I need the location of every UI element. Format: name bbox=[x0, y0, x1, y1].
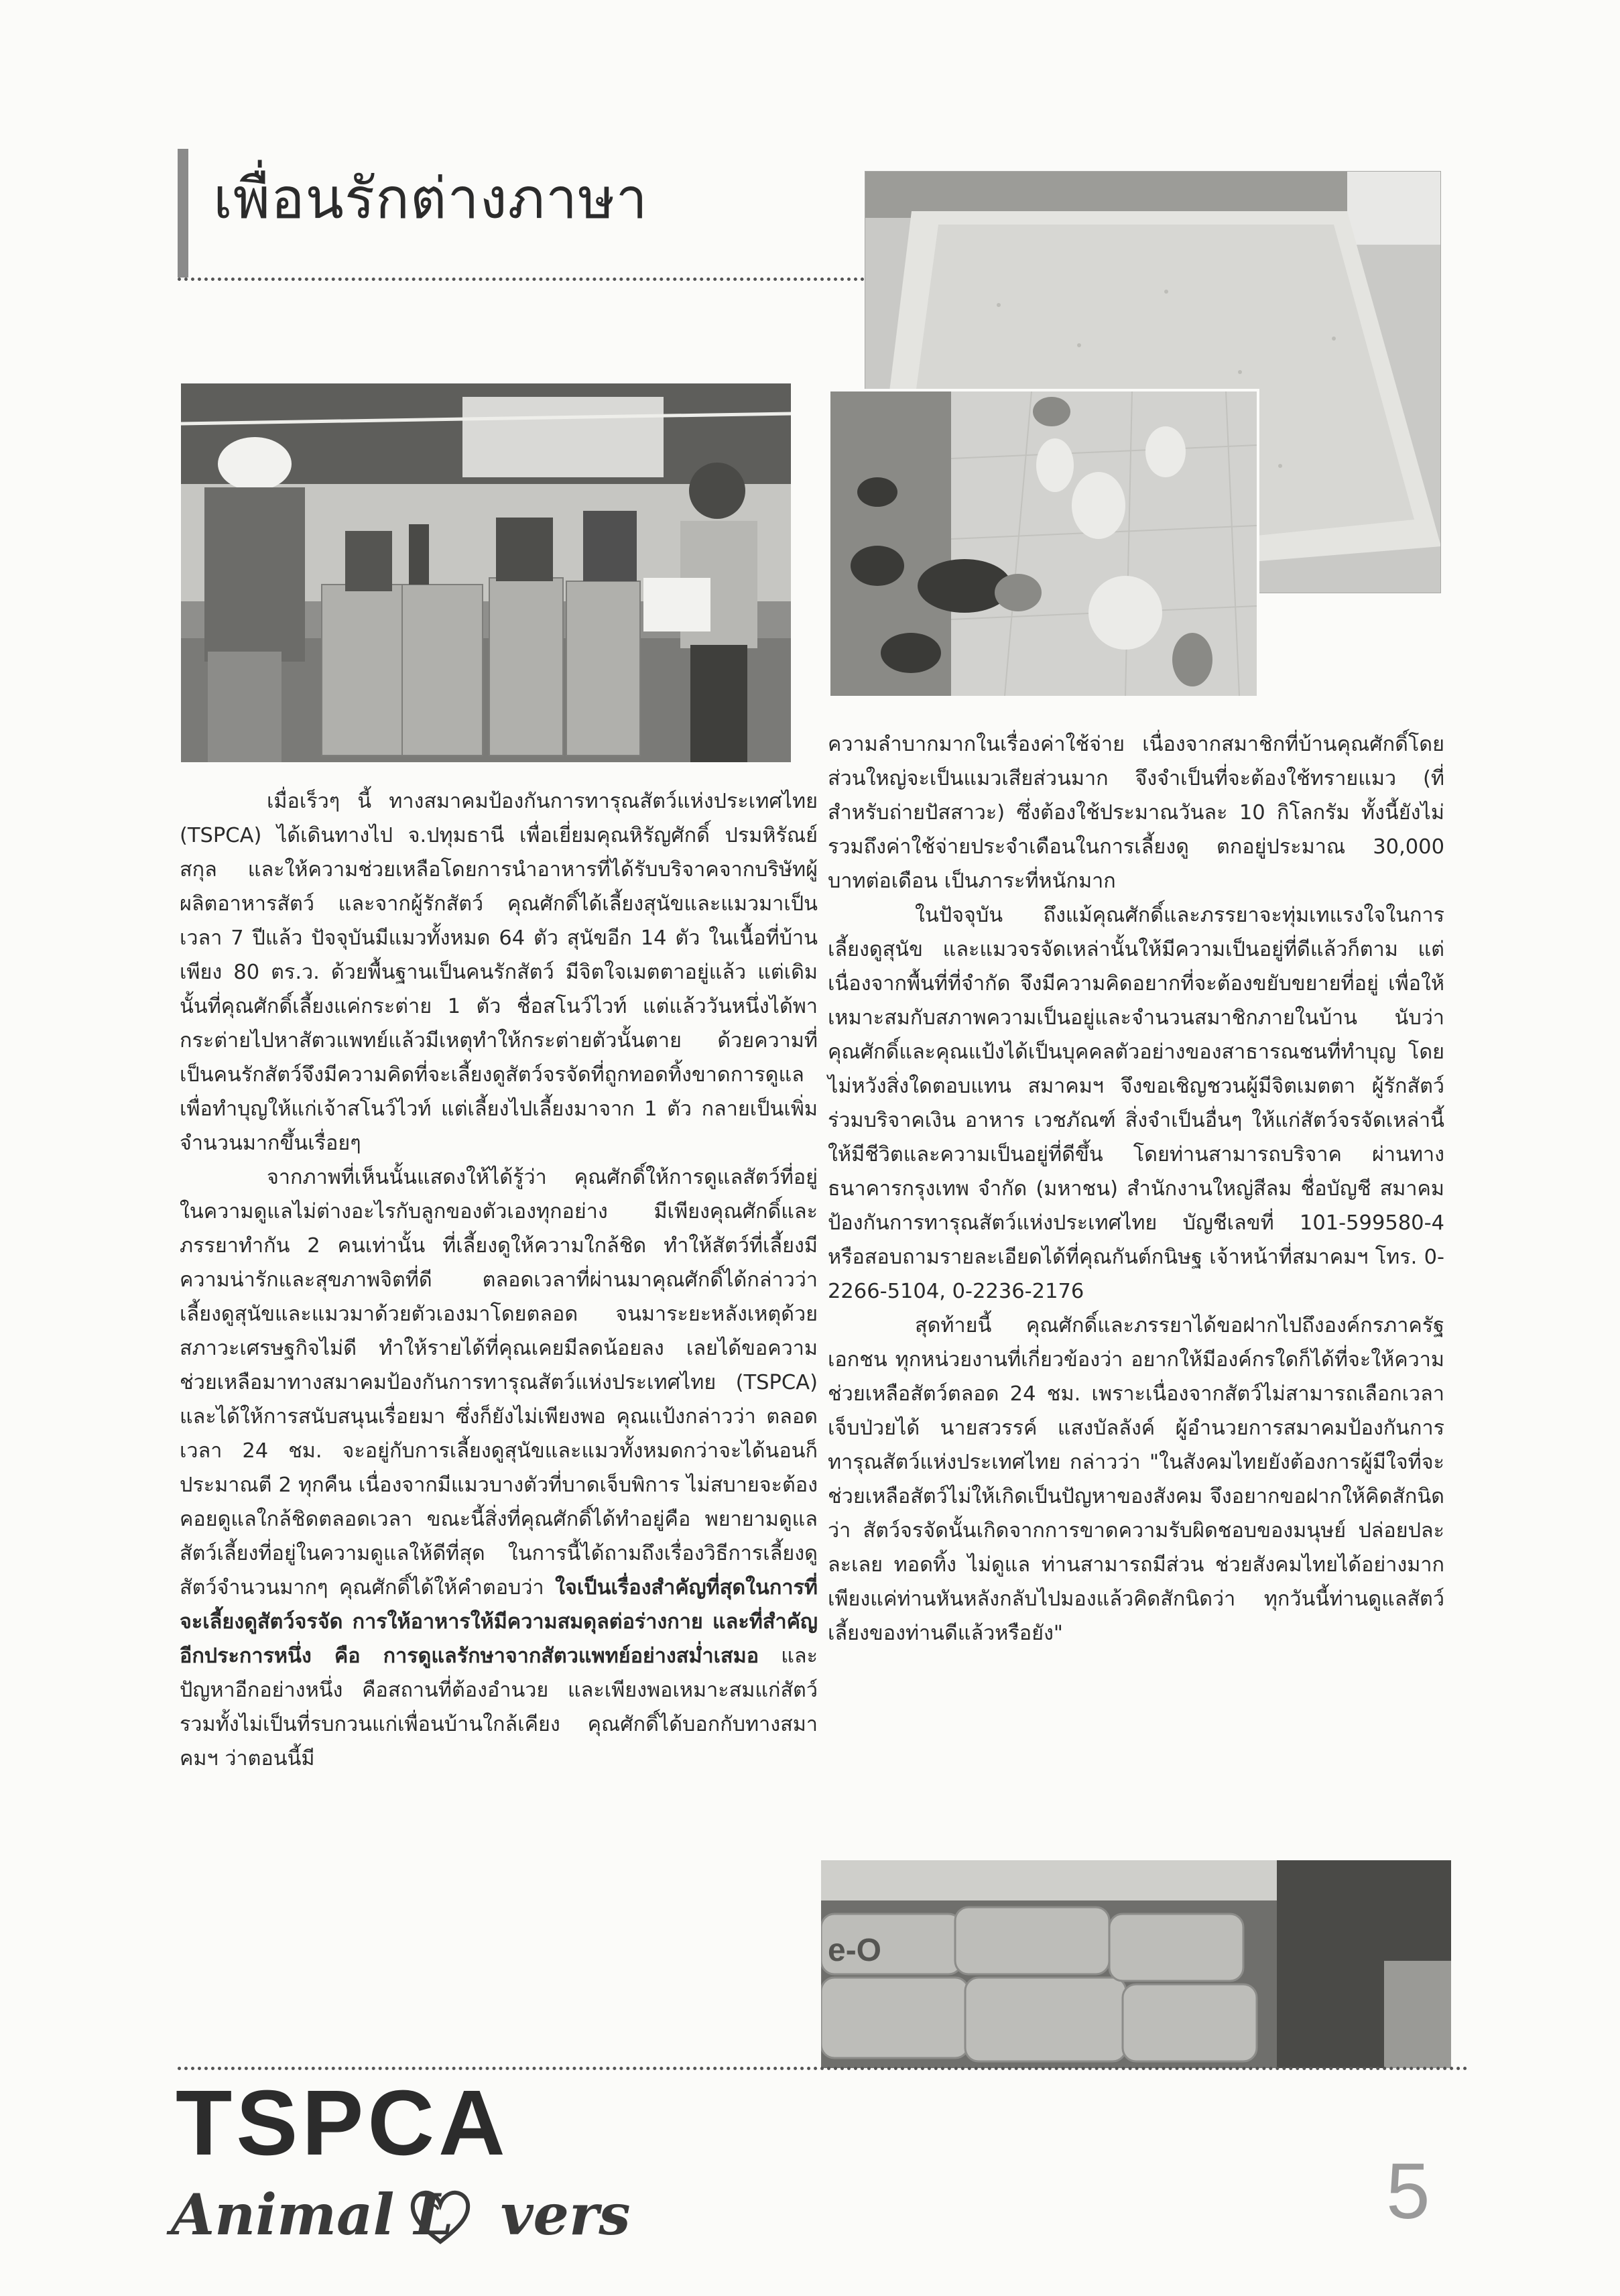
logo-script-part-1: Animal L bbox=[171, 2181, 454, 2248]
right-paragraph-2: ในปัจจุบัน ถึงแม้คุณศักดิ์และภรรยาจะทุ่มเทแรงใจในการเลี้ยงดูสุนัข และแมวจรจัดเหล่านั้นให้มีความเป็นอยู่ที่ดีแล้วก็ตาม แต่เนื่องจากพื้นที่ที่จำกัด จึงมีความคิดอยากที่จะต้องขยับขยายที่อยู่ เพื่อให้เหมาะสมกับสภาพความเป็นอยู่และจำนวนสมาชิกภายในบ้าน นับว่าคุณศักดิ์และคุณแป้งได้เป็นบุคคลตัวอย่างของสาธารณชนที่ทำบุญ โดยไม่หวังสิ่งใดตอบแทน สมาคมฯ จึงขอเชิญชวนผู้มีจิตเมตตา ผู้รักสัตว์ร่วมบริจาคเงิน อาหาร เวชภัณฑ์ สิ่งจำเป็นอื่นๆ ให้แก่สัตว์จรจัดเหล่านี้ให้มีชีวิตและความเป็นอยู่ที่ดีขึ้น โดยท่านสามารถบริจาค ผ่านทางธนาคารกรุงเทพ จำกัด (มหาชน) สำนักงานใหญ่สีลม ชื่อบัญชี สมาคมป้องกันการทารุณสัตว์แห่งประเทศไทย บัญชีเลขที่ 101-599580-4 หรือสอบถามรายละเอียดได้ที่คุณกันต์กนิษฐ เจ้าหน้าที่สมาคมฯ โทร. 0-2266-5104, 0-2236-2176 bbox=[828, 904, 1444, 1303]
right-paragraph-3: สุดท้ายนี้ คุณศักดิ์และภรรยาได้ขอฝากไปถึงองค์กรภาครัฐ เอกชน ทุกหน่วยงานที่เกี่ยวข้องว่า อยากให้มีองค์กรใดก็ได้ที่จะให้ความช่วยเหลือสัตว์ตลอด 24 ชม. เพราะเนื่องจากสัตว์ไม่สามารถเลือกเวลาเจ็บป่วยได้ นายสวรรค์ แสงบัลลังค์ ผู้อำนวยการสมาคมป้องกันการทารุณสัตว์แห่งประเทศไทย กล่าวว่า "ในสังคมไทยยังต้องการผู้มีใจที่จะช่วยเหลือสัตว์ไม่ให้เกิดเป็นปัญหาของสังคม จึงอยากขอฝากให้คิดสักนิดว่า สัตว์จรจัดนั้นเกิดจากการขาดความรับผิดชอบของมนุษย์ ปล่อยปละ ละเลย ทอดทิ้ง ไม่ดูแล ท่านสามารถมีส่วน ช่วยสังคมไทยได้อย่างมาก เพียงแค่ท่านหันหลังกลับไปมองแล้วคิดสักนิดว่า ทุกวันนี้ท่านดูแลสัตว์เลี้ยงของท่านดีแล้วหรือยัง" bbox=[828, 1314, 1444, 1645]
logo-script-part-2: vers bbox=[500, 2181, 631, 2248]
animal-lovers-script bbox=[171, 2181, 631, 2248]
left-paragraph-2-text: จากภาพที่เห็นนั้นแสดงให้ได้รู้ว่า คุณศักดิ์ให้การดูแลสัตว์ที่อยู่ในความดูแลไม่ต่างอะไรกับลูกของตัวเองทุกอย่าง มีเพียงคุณศักดิ์และภรรยาทำกัน 2 คนเท่านั้น ที่เลี้ยงดูให้ความใกล้ชิด ทำให้สัตว์ที่เลี้ยงมีความน่ารักและสุขภาพจิตที่ดี ตลอดเวลาที่ผ่านมาคุณศักดิ์ได้กล่าวว่า เลี้ยงดูสุนัขและแมวมาด้วยตัวเองมาโดยตลอด จนมาระยะหลังเหตุด้วยสภาวะเศรษฐกิจไม่ดี ทำให้รายได้ที่คุณเคยมีลดน้อยลง เลยได้ขอความช่วยเหลือมาทางสมาคมป้องกันการทารุณสัตว์แห่งประเทศไทย (TSPCA) และได้ให้การสนับสนุนเรื่อยมา ซึ่งก็ยังไม่เพียงพอ คุณแป้งกล่าวว่า ตลอดเวลา 24 ชม. จะอยู่กับการเลี้ยงดูสุนัขและแมวทั้งหมดกว่าจะได้นอนก็ประมาณตี 2 ทุกคืน เนื่องจากมีแมวบางตัวที่บาดเจ็บพิการ ไม่สบายจะต้องคอยดูแลใกล้ชิดตลอดเวลา ขณะนี้สิ่งที่คุณศักดิ์ได้ทำอยู่คือ พยายามดูแลสัตว์เลี้ยงที่อยู่ในความดูแลให้ดีที่สุด ในการนี้ได้ถามถึงเรื่องวิธีการเลี้ยงดูสัตว์จำนวนมากๆ คุณศักดิ์ได้ให้คำตอบว่า bbox=[180, 1166, 818, 1599]
title-accent-bar bbox=[178, 149, 188, 278]
footer-divider bbox=[178, 2067, 1468, 2070]
page-number: 5 bbox=[1386, 2147, 1430, 2236]
right-paragraph-1: ความลำบากมากในเรื่องค่าใช้จ่าย เนื่องจากสมาชิกที่บ้านคุณศักดิ์โดยส่วนใหญ่จะเป็นแมวเสียส่วนมาก จึงจำเป็นที่จะต้องใช้ทรายแมว (ที่สำหรับถ่ายปัสสาวะ) ซึ่งต้องใช้ประมาณวันละ 10 กิโลกรัม ทั้งนี้ยังไม่รวมถึงค่าใช้จ่ายประจำเดือนในการเลี้ยงดู ตกอยู่ประมาณ 30,000 บาทต่อเดือน เป็นภาระที่หนักมาก bbox=[828, 733, 1444, 893]
left-paragraph-2-tail: และปัญหาอีกอย่างหนึ่ง คือสถานที่ต้องอำนวย และเพียงพอเหมาะสมแก่สัตว์ รวมทั้งไม่เป็นที่รบกวนแก่เพื่อนบ้านใกล้เคียง คุณศักดิ์ได้บอกกับทางสมาคมฯ ว่าตอนนี้มี bbox=[180, 1644, 818, 1770]
article-left-column bbox=[180, 784, 818, 1776]
tspca-logo-text: TSPCA bbox=[176, 2071, 509, 2175]
article-right-column bbox=[828, 727, 1444, 1650]
photo-food-bags bbox=[821, 1860, 1451, 2068]
svg-text:e-O: e-O bbox=[828, 1933, 882, 1968]
header-divider bbox=[178, 278, 865, 281]
photo-cats bbox=[828, 389, 1259, 699]
left-paragraph-2 bbox=[180, 1160, 818, 1776]
section-title: เพื่อนรักต่างภาษา bbox=[213, 166, 648, 231]
left-paragraph-1: เมื่อเร็วๆ นี้ ทางสมาคมป้องกันการทารุณสัตว์แห่งประเทศไทย (TSPCA) ได้เดินทางไป จ.ปทุมธานี เพื่อเยี่ยมคุณหิรัญศักดิ์ ปรมหิรัณย์สกุล และให้ความช่วยเหลือโดยการนำอาหารที่ได้รับบริจาคจากบริษัทผู้ผลิตอาหารสัตว์ และจากผู้รักสัตว์ คุณศักดิ์ได้เลี้ยงสุนัขและแมวมาเป็นเวลา 7 ปีแล้ว ปัจจุบันมีแมวทั้งหมด 64 ตัว สุนัขอีก 14 ตัว ในเนื้อที่บ้านเพียง 80 ตร.ว. ด้วยพื้นฐานเป็นคนรักสัตว์ มีจิตใจเมตตาอยู่แล้ว แต่เดิมนั้นที่คุณศักดิ์เลี้ยงแค่กระต่าย 1 ตัว ชื่อสโนว์ไวท์ แต่แล้ววันหนึ่งได้พากระต่ายไปหาสัตวแพทย์แล้วมีเหตุทำให้กระต่ายตัวนั้นตาย ด้วยความที่เป็นคนรักสัตว์จึงมีความคิดที่จะเลี้ยงดูสัตว์จรจัดที่ถูกทอดทิ้งขาดการดูแล เพื่อทำบุญให้แก่เจ้าสโนว์ไวท์ แต่เลี้ยงไปเลี้ยงมาจาก 1 ตัว กลายเป็นเพิ่มจำนวนมากขึ้นเรื่อยๆ bbox=[180, 790, 818, 1155]
heart-icon bbox=[408, 2187, 473, 2247]
photo-donation-handover bbox=[181, 383, 791, 762]
key-message-bold: ใจเป็นเรื่องสำคัญที่สุดในการที่จะเลี้ยงดูสัตว์จรจัด การให้อาหารให้มีความสมดุลต่อร่างกาย และที่สำคัญอีกประการหนึ่ง คือ การดูแลรักษาจากสัตวแพทย์อย่างสม่ำเสมอ bbox=[180, 1576, 818, 1668]
